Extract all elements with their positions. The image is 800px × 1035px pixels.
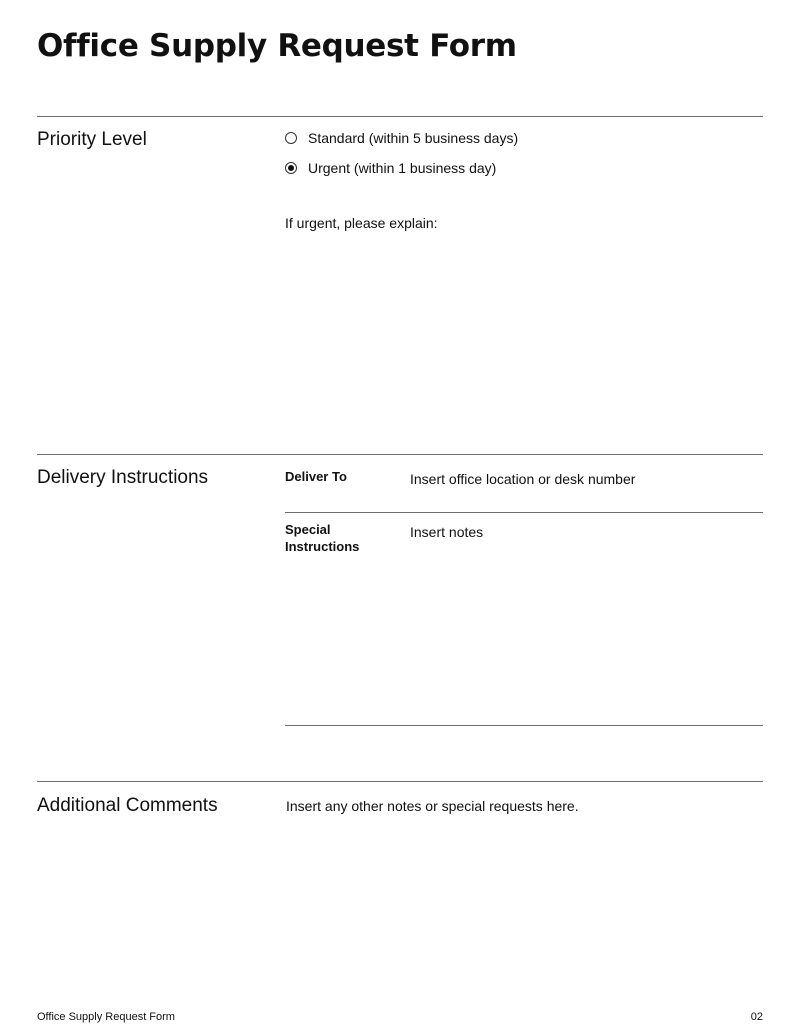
radio-option-urgent[interactable] [285,160,496,176]
urgent-explain-area[interactable] [285,240,763,440]
radio-option-standard[interactable] [285,130,518,146]
section-divider-comments [37,781,763,782]
priority-section-label: Priority Level [37,129,147,150]
comments-field[interactable]: Insert any other notes or special requests here. [286,798,579,814]
special-instructions-field[interactable]: Insert notes [410,524,484,540]
section-divider-delivery [37,454,763,455]
comments-section-label: Additional Comments [37,795,218,816]
radio-option-standard-label: Standard (within 5 business days) [308,130,519,146]
section-divider-priority [37,116,763,117]
field-divider-special [285,725,763,726]
special-instructions-label: Special Instructions [285,522,360,554]
radio-option-urgent-label: Urgent (within 1 business day) [308,160,497,176]
radio-checked-icon[interactable] [285,162,297,174]
deliver-to-label: Deliver To [285,469,347,484]
footer-doc-name: Office Supply Request Form [37,1011,175,1023]
delivery-section-label: Delivery Instructions [37,467,209,488]
page-title: Office Supply Request Form [37,28,517,64]
deliver-to-field[interactable]: Insert office location or desk number [410,471,636,487]
footer-page-number: 02 [750,1011,763,1023]
urgent-explain-prompt: If urgent, please explain: [285,215,438,231]
field-divider-deliver-to [285,512,763,513]
radio-unchecked-icon[interactable] [285,132,297,144]
